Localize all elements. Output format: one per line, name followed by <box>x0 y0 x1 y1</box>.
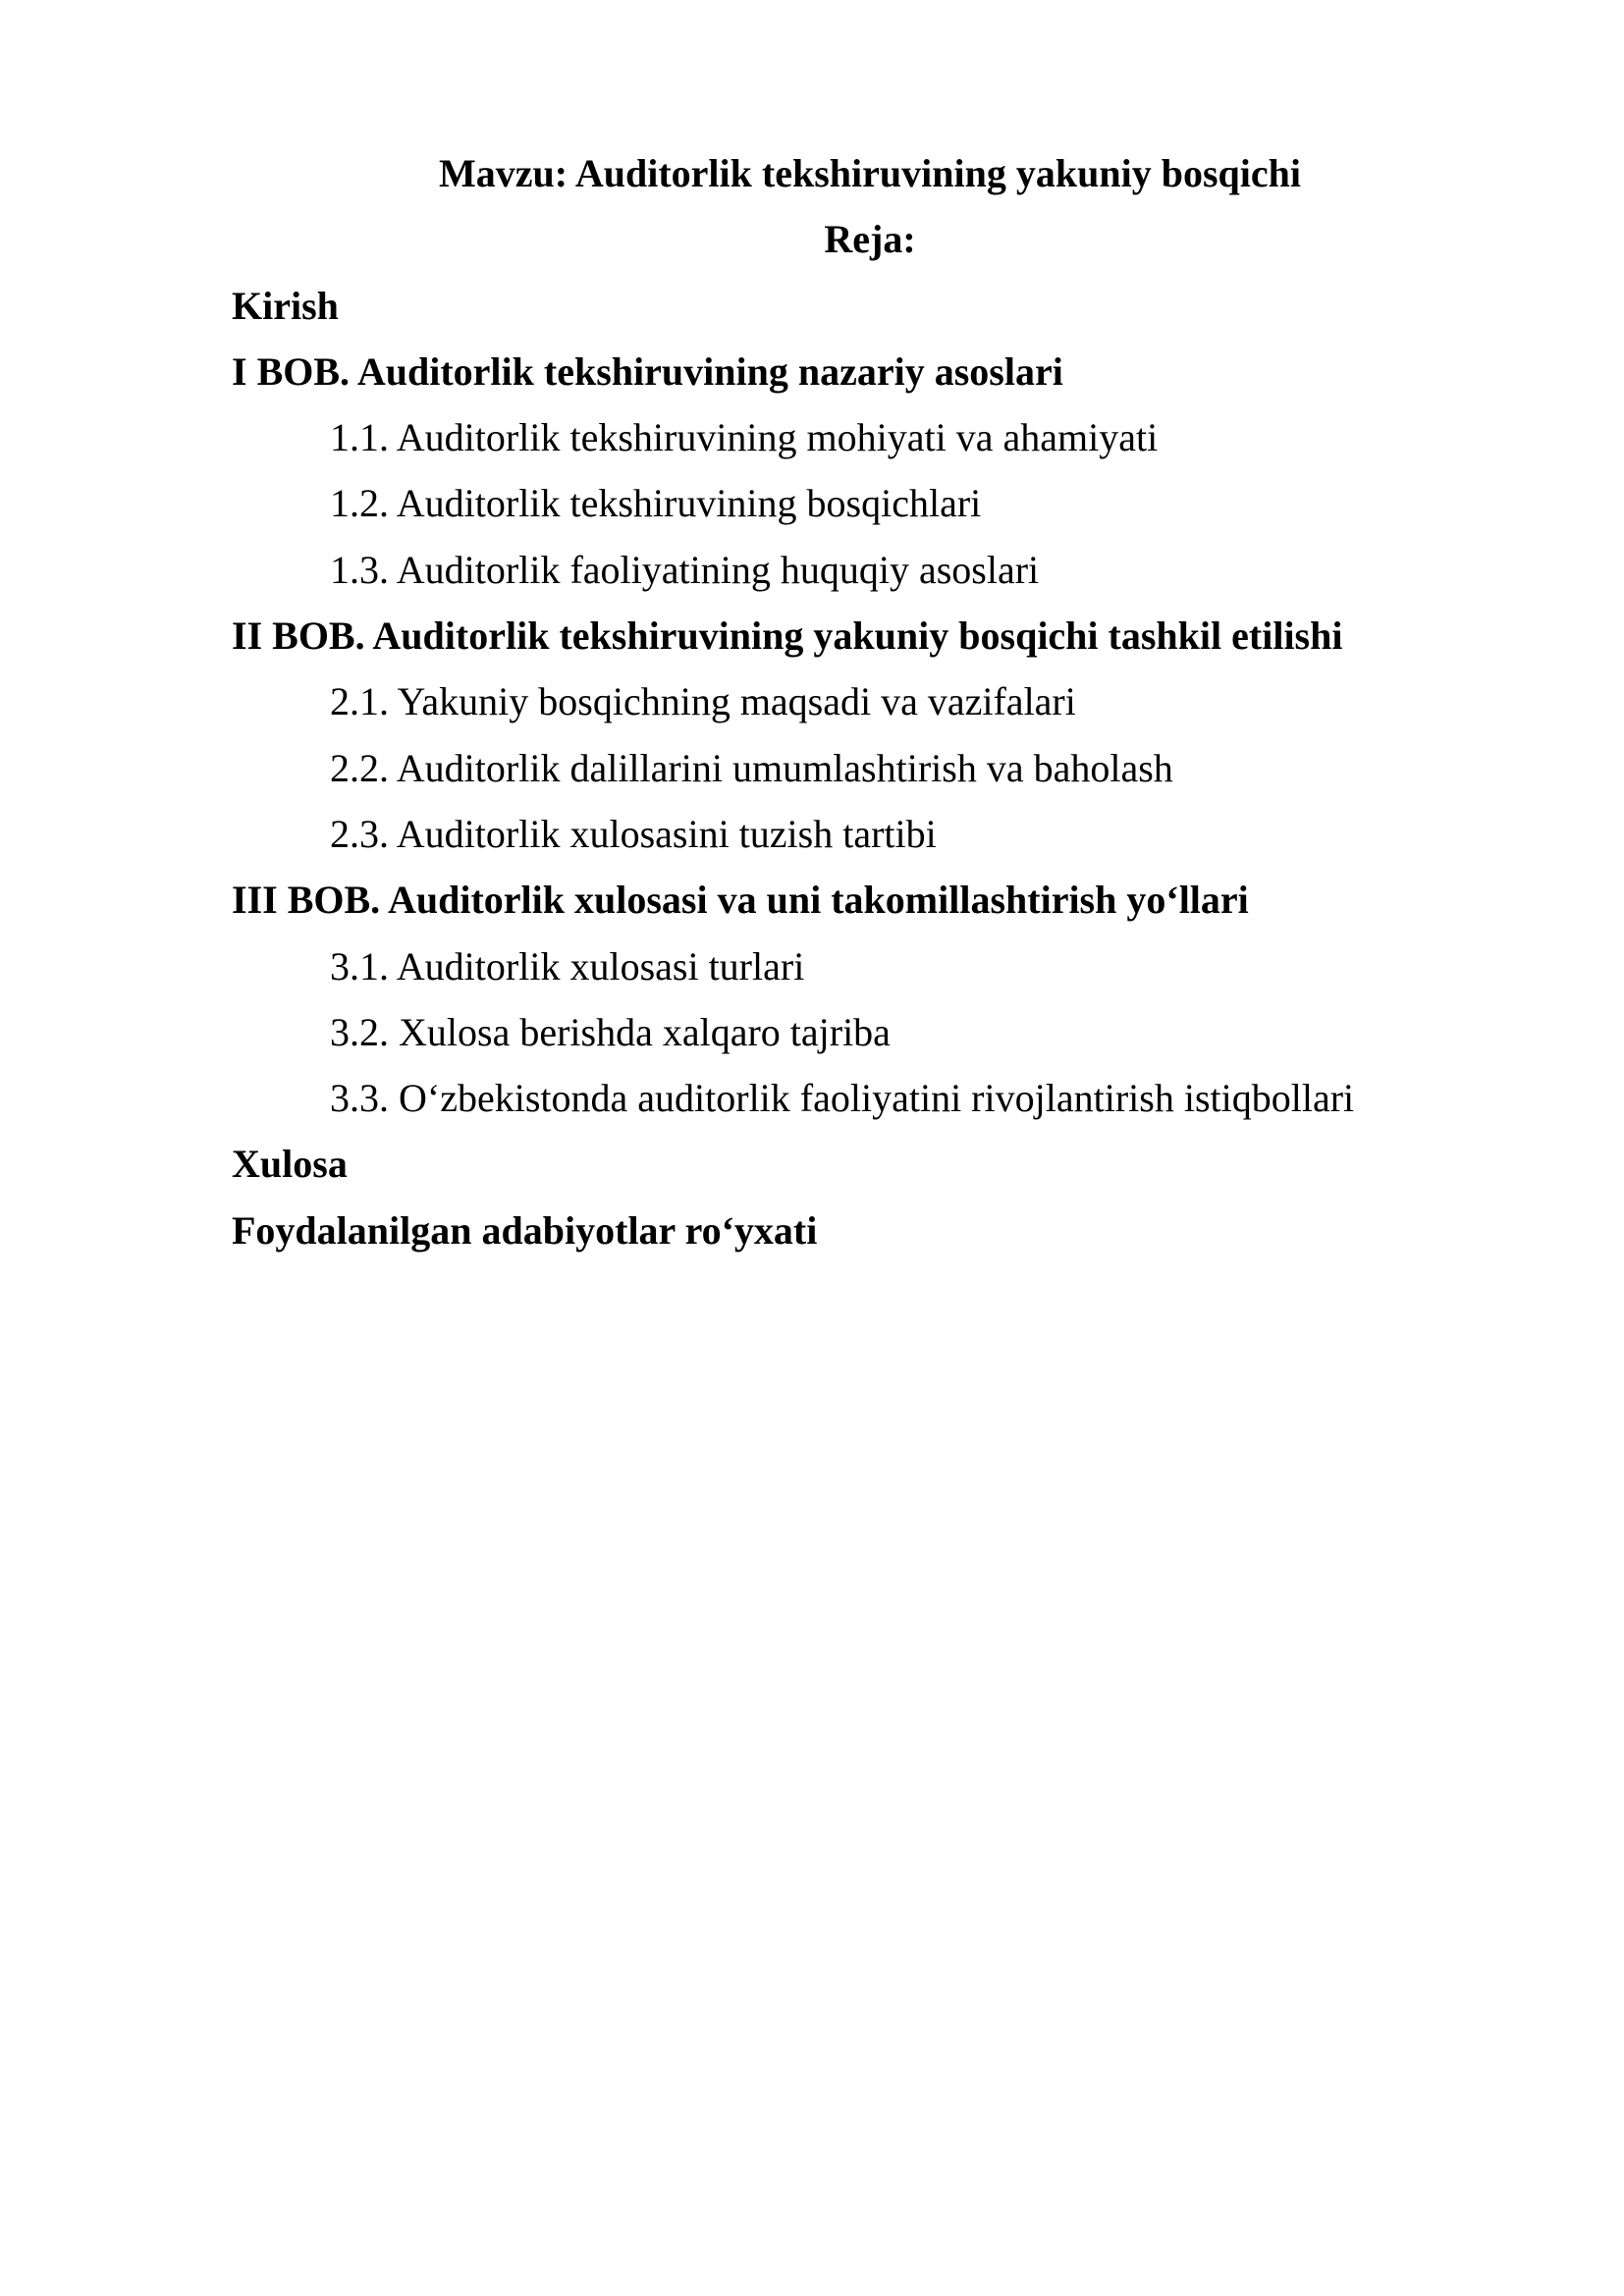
outline-kirish: Kirish <box>232 283 339 328</box>
outline-chapter-1-heading: I BOB. Auditorlik tekshiruvining nazariy asoslari <box>232 348 1063 394</box>
outline-item-3-2: 3.2. Xulosa berishda xalqaro tajriba <box>330 1009 891 1054</box>
outline-item-1-2: 1.2. Auditorlik tekshiruvining bosqichlari <box>330 481 982 526</box>
outline-item-2-1: 2.1. Yakuniy bosqichning maqsadi va vazifalari <box>330 679 1076 724</box>
plan-heading: Reja: <box>824 217 916 262</box>
outline-chapter-3-heading: III BOB. Auditorlik xulosasi va uni takomillashtirish yo‘llari <box>232 878 1249 923</box>
outline-references: Foydalanilgan adabiyotlar ro‘yxati <box>232 1207 818 1253</box>
outline-item-2-3: 2.3. Auditorlik xulosasini tuzish tartibi <box>330 811 937 856</box>
outline-item-1-1: 1.1. Auditorlik tekshiruvining mohiyati va ahamiyati <box>330 415 1159 460</box>
outline-item-3-3: 3.3. O‘zbekistonda auditorlik faoliyatini rivojlantirish istiqbollari <box>330 1076 1355 1121</box>
outline-chapter-2-heading: II BOB. Auditorlik tekshiruvining yakuniy bosqichi tashkil etilishi <box>232 614 1343 659</box>
outline-item-2-2: 2.2. Auditorlik dalillarini umumlashtirish va baholash <box>330 745 1173 790</box>
document-title: Mavzu: Auditorlik tekshiruvining yakuniy bosqichi <box>438 151 1301 195</box>
outline-xulosa: Xulosa <box>232 1142 348 1187</box>
outline-item-1-3: 1.3. Auditorlik faoliyatining huquqiy asoslari <box>330 547 1040 592</box>
outline-item-3-1: 3.1. Auditorlik xulosasi turlari <box>330 943 805 988</box>
